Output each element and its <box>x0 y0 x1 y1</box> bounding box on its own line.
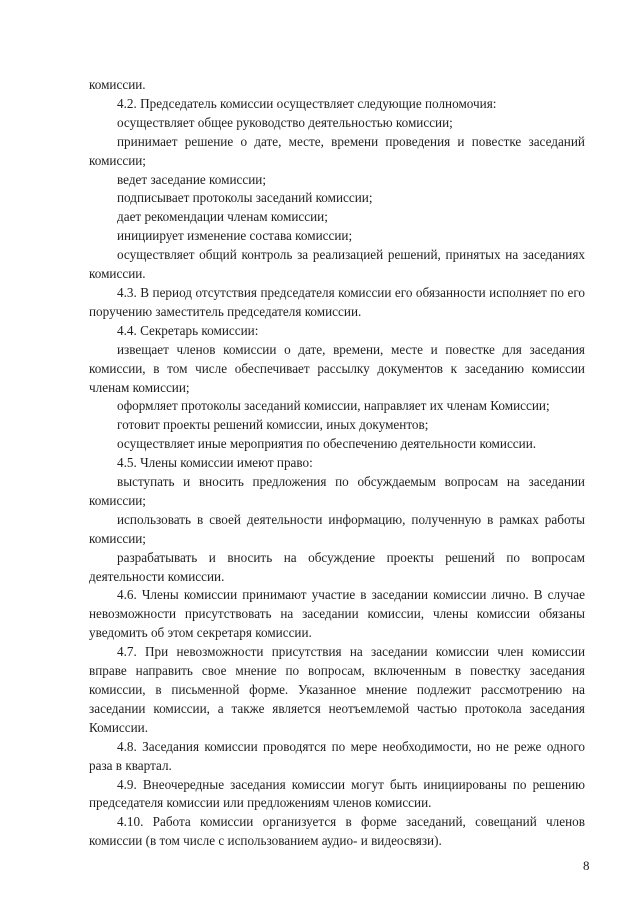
paragraph-item: извещает членов комиссии о дате, времени, месте и повестке для заседания комиссии, в том числе обеспечивает рассылку документов к заседанию комиссии членам комиссии; <box>89 341 585 395</box>
paragraph-continuation: комиссии. <box>89 77 146 92</box>
paragraph-item: осуществляет общее руководство деятельностью комиссии; <box>117 114 453 130</box>
paragraph-item: осуществляет общий контроль за реализацией решений, принятых на заседаниях комиссии. <box>89 247 585 282</box>
paragraph-4-9: 4.9. Внеочередные заседания комиссии могут быть инициированы по решению председателя комиссии или предложениям членов комиссии. <box>89 776 585 811</box>
paragraph-4-8: 4.8. Заседания комиссии проводятся по мере необходимости, но не реже одного раза в квартал. <box>89 738 585 773</box>
document-page <box>89 76 585 851</box>
paragraph-4-10: 4.10. Работа комиссии организуется в форме заседаний, совещаний членов комиссии (в том числе с использованием аудио- и видеосвязи). <box>89 814 585 849</box>
paragraph-4-6: 4.6. Члены комиссии принимают участие в заседании комиссии лично. В случае невозможности присутствовать на заседании комиссии, члены комиссии обязаны уведомить об этом секретаря комиссии. <box>89 587 585 641</box>
paragraph-item: разрабатывать и вносить на обсуждение проекты решений по вопросам деятельности комиссии. <box>89 549 585 584</box>
paragraph-item: оформляет протоколы заседаний комиссии, направляет их членам Комиссии; <box>117 398 550 414</box>
paragraph-item: готовит проекты решений комиссии, иных документов; <box>117 417 429 433</box>
paragraph-4-2: 4.2. Председатель комиссии осуществляет следующие полномочия: <box>117 95 497 111</box>
paragraph-item: дает рекомендации членам комиссии; <box>117 209 328 225</box>
paragraph-item: выступать и вносить предложения по обсуждаемым вопросам на заседании комиссии; <box>89 474 585 508</box>
paragraph-item: осуществляет иные мероприятия по обеспечению деятельности комиссии. <box>117 436 537 452</box>
paragraph-4-4: 4.4. Секретарь комиссии: <box>117 322 259 338</box>
paragraph-4-3: 4.3. В период отсутствия председателя комиссии его обязанности исполняет по его поручению заместитель председателя комиссии. <box>89 284 585 319</box>
paragraph-item: ведет заседание комиссии; <box>117 171 267 187</box>
paragraph-item: подписывает протоколы заседаний комиссии; <box>117 190 373 206</box>
paragraph-item: инициирует изменение состава комиссии; <box>117 228 353 244</box>
paragraph-item: принимает решение о дате, месте, времени проведения и повестке заседаний комиссии; <box>89 133 585 168</box>
page-number: 8 <box>583 858 590 873</box>
paragraph-4-7: 4.7. При невозможности присутствия на заседании комиссии член комиссии вправе направить свое мнение по вопросам, включенным в повестку заседания комиссии, в письменной форме. Указанное мнение подлежит рассмотрению на заседании комиссии, а также является неотъемлемой частью протокола заседания Комиссии. <box>89 644 585 735</box>
paragraph-4-5: 4.5. Члены комиссии имеют право: <box>117 455 313 471</box>
paragraph-item: использовать в своей деятельности информацию, полученную в рамках работы комиссии; <box>89 511 585 546</box>
